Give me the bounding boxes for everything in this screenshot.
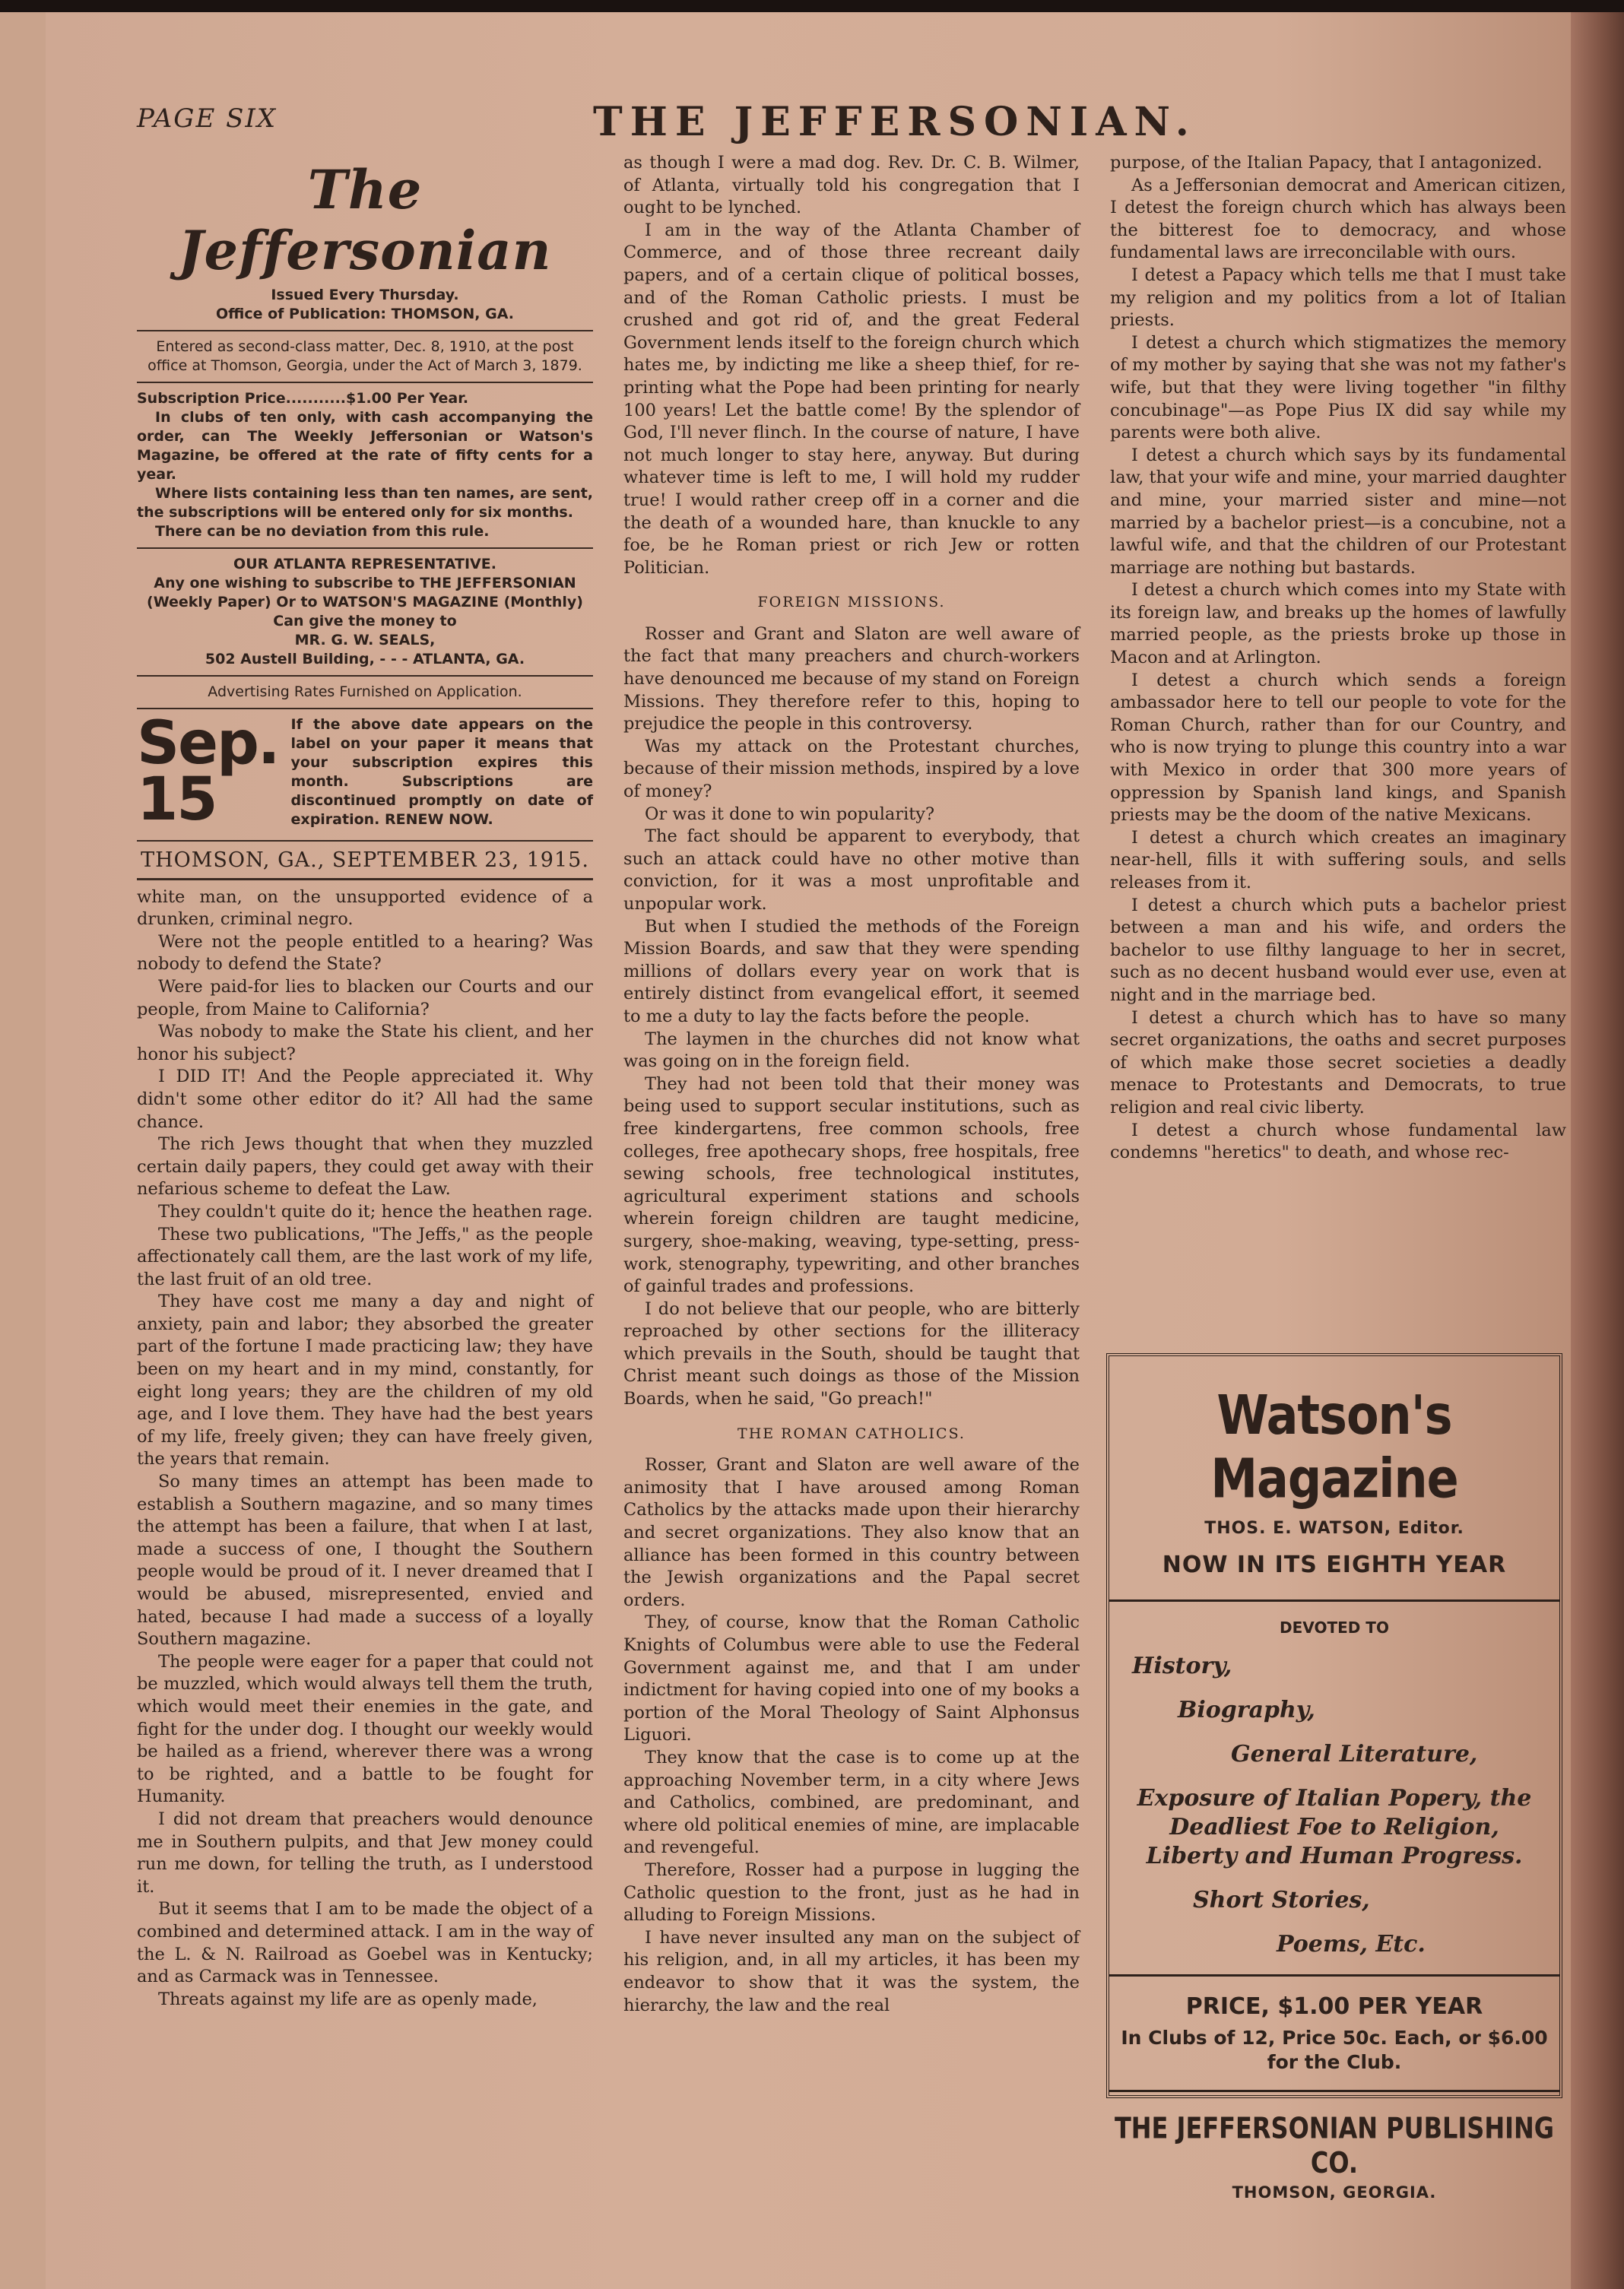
paragraph: These two publications, "The Jeffs," as the people affectionately call them, are the last work of my life, the last fruit of an old tree. xyxy=(137,1224,593,1289)
ad-topic: General Literature, xyxy=(1231,1741,1478,1767)
divider xyxy=(137,547,593,549)
divider xyxy=(137,878,593,880)
deviation-notice: There can be no deviation from this rule. xyxy=(155,523,490,540)
page-number: PAGE SIX xyxy=(137,103,278,134)
paragraph: Or was it done to win popularity? xyxy=(645,804,935,824)
paragraph: I detest a church which says by its fundamental law, that your wife and mine, your married daughter and mine, your married sister and mine—not married by a bachelor priest—is a concubine, not a lawful wife, and that the children of our Protestant marriage are nothing but bastards. xyxy=(1110,445,1566,578)
paragraph: I detest a church which comes into my State with its foreign law, and breaks up the homes of lawfully married people, as the priests broke up those in Macon and at Arlington. xyxy=(1110,580,1566,668)
entered-notice: Entered as second-class matter, Dec. 8, 1910, at the post office at Thomson, Georgia, under the Act of March 3, 1879. xyxy=(147,338,582,374)
ad-title: Watson's Magazine xyxy=(1210,1383,1458,1511)
divider xyxy=(137,840,593,842)
column-3 xyxy=(1110,152,1566,1165)
atlanta-text: Any one wishing to subscribe to THE JEFFERSONIAN (Weekly Paper) Or to WATSON'S MAGAZINE (Monthly) Can give the money to xyxy=(147,575,583,629)
ad-clubs: In Clubs of 12, Price 50c. Each, or $6.00 for the Club. xyxy=(1121,2027,1548,2073)
masthead: The Jeffersonian xyxy=(178,158,552,282)
expiration-notice xyxy=(137,709,593,834)
ad-topic: Poems, Etc. xyxy=(1277,1931,1426,1958)
issued-line: Issued Every Thursday. xyxy=(271,287,459,303)
column-1 xyxy=(137,152,593,2011)
paragraph: They, of course, know that the Roman Catholic Knights of Columbus were able to use the Federal Government against me, and that I am under indictment for having copied into one of my books a portion of the Moral Theology of Saint Alphonsus Liguori. xyxy=(623,1612,1080,1745)
paragraph: I detest a Papacy which tells me that I must take my religion and my politics from a lot of Italian priests. xyxy=(1110,265,1566,331)
paragraph: The laymen in the churches did not know what was going on in the foreign field. xyxy=(623,1029,1080,1072)
page-edge xyxy=(1571,12,1624,2289)
paragraph: Rosser and Grant and Slaton are well aware of the fact that many preachers and church-workers have denounced me because of my stand on Foreign Missions. They therefore refer to this, hoping to prejudice the people in this controversy. xyxy=(623,623,1080,734)
expiration-date: Sep. 15 xyxy=(137,709,279,834)
divider xyxy=(137,675,593,677)
paragraph: The fact should be apparent to everybody, that such an attack could have no other motive than conviction, for it was a most unprofitable and unpopular work. xyxy=(623,826,1080,914)
subscription-price: Subscription Price...........$1.00 Per Year. xyxy=(137,390,469,407)
section-heading-foreign-missions: FOREIGN MISSIONS. xyxy=(757,594,946,611)
section-heading-roman-catholics: THE ROMAN CATHOLICS. xyxy=(737,1425,966,1442)
ad-price: PRICE, $1.00 PER YEAR xyxy=(1185,1993,1483,2020)
paragraph: I detest a church which has to have so many secret organizations, the oaths and secret purposes of which make those secret societies a deadly menace to Protestants and Democrats, to true religion and real civic liberty. xyxy=(1110,1007,1566,1118)
paragraph: As a Jeffersonian democrat and American citizen, I detest the foreign church which has always been the bitterest foe to democracy, and whose fundamental laws are irreconcilable with ours. xyxy=(1110,175,1566,263)
ad-company: THE JEFFERSONIAN PUBLISHING CO. xyxy=(1114,2110,1555,2180)
paragraph: Were not the people entitled to a hearing? Was nobody to defend the State? xyxy=(137,931,593,975)
watsons-magazine-ad xyxy=(1106,1353,1562,2202)
ad-devoted: DEVOTED TO xyxy=(1280,1618,1389,1637)
paragraph: purpose, of the Italian Papacy, that I antagonized. xyxy=(1110,153,1543,173)
atlanta-heading: OUR ATLANTA REPRESENTATIVE. xyxy=(233,556,496,572)
paragraph: I do not believe that our people, who are bitterly reproached by other sections for the illiteracy which prevails in the South, should be taught that Christ meant such doings as those of the Mission Boards, when he said, "Go preach!" xyxy=(623,1298,1080,1409)
paragraph: They had not been told that their money was being used to support secular institutions, such as free kindergartens, free common schools, free colleges, free apothecary shops, free hospitals, free sewing schools, free technological institutes, agricultural experiment stations and schools wherein foreign children are taught medicine, surgery, shoe-making, weaving, type-setting, press-work, stenography, typewriting, and other branches of gainful trades and professions. xyxy=(623,1073,1080,1297)
expiration-text: If the above date appears on the label on your paper it means that your subscription expires this month. Subscriptions are discontinued promptly on date of expiration. RENEW NOW. xyxy=(290,716,593,828)
paragraph: Was nobody to make the State his client, and her honor his subject? xyxy=(137,1022,593,1064)
agent-address: 502 Austell Building, - - - ATLANTA, GA. xyxy=(205,651,525,667)
ad-editor: THOS. E. WATSON, Editor. xyxy=(1204,1519,1464,1538)
paragraph: The rich Jews thought that when they muzzled certain daily papers, they could get away with their nefarious scheme to defeat the Law. xyxy=(137,1134,593,1200)
ad-year: NOW IN ITS EIGHTH YEAR xyxy=(1162,1552,1507,1578)
paragraph: But when I studied the methods of the Foreign Mission Boards, and saw that they were spending millions of dollars every year on work that is entirely distinct from evangelical effort, it seemed to me a duty to lay the facts before the people. xyxy=(623,916,1080,1026)
paragraph: I am in the way of the Atlanta Chamber of Commerce, and of those three recreant daily papers, and of a certain clique of political bosses, and of the Roman Catholic priests. I must be crushed and got rid of, and the great Federal Government lends itself to the foreign church which hates me, by indicting me like a sheep thief, for re-printing what the Pope had been printing for nearly 100 years! Let the battle come! By the splendor of God, I'll never flinch. In the course of nature, I have not much longer to stay here, anyway. But during whatever time is left to me, I will hold my rudder true! I would rather creep off in a corner and die the death of a wounded hare, than knuckle to any foe, be he Roman priest or rich Jew or rotten Politician. xyxy=(623,220,1080,578)
paper-name: THE JEFFERSONIAN. xyxy=(593,99,1197,145)
paragraph: Was my attack on the Protestant churches, because of their mission methods, inspired by a love of money? xyxy=(623,736,1080,802)
paragraph: I have never insulted any man on the subject of his religion, and, in all my articles, it has been my endeavor to show that it was the system, the hierarchy, the law and the real xyxy=(623,1927,1080,2015)
ad-topics xyxy=(1109,1652,1559,1959)
paragraph: Rosser, Grant and Slaton are well aware of the animosity that I have aroused among Roman Catholics by the attacks made upon their hierarchy and secret organizations. They also know that an alliance has been formed in this country between the Jewish organizations and the Papal secret orders. xyxy=(623,1455,1080,1610)
lists-notice: Where lists containing less than ten names, are sent, the subscriptions will be entered only for six months. xyxy=(137,485,593,521)
paragraph: So many times an attempt has been made to establish a Southern magazine, and so many times the attempt has been a failure, that when I at last, made a success of one, I thought the Southern people would be proud of it. I never dreamed that I would be abused, misrepresented, envied and hated, because I had made a success of a loyally Southern magazine. xyxy=(137,1472,593,1650)
divider xyxy=(1109,1974,1559,1977)
paragraph: I detest a church which creates an imaginary near-hell, fills it with suffering souls, and sells releases from it. xyxy=(1110,827,1566,892)
clubs-notice: In clubs of ten only, with cash accompanying the order, can The Weekly Jeffersonian or Watson's Magazine, be offered at the rate of fifty cents for a year. xyxy=(137,409,593,483)
ad-topic: Biography, xyxy=(1178,1697,1315,1723)
scan-top-border xyxy=(0,0,1624,12)
paragraph: The people were eager for a paper that could not be muzzled, which would always tell them the truth, which would meet their enemies in the gate, and fight for the under dog. I thought our weekly would be hailed as a friend, wherever there was a wrong to be righted, and a battle to be fought for Humanity. xyxy=(137,1651,593,1807)
divider xyxy=(1109,1599,1559,1602)
paragraph: I did not dream that preachers would denounce me in Southern pulpits, and that Jew money could run me down, for telling the truth, as I understood it. xyxy=(137,1809,593,1897)
column-2 xyxy=(623,152,1080,2017)
ad-topic: History, xyxy=(1132,1653,1232,1679)
ad-city: THOMSON, GEORGIA. xyxy=(1232,2183,1437,2202)
divider xyxy=(137,330,593,331)
paragraph: They couldn't quite do it; hence the heathen rage. xyxy=(158,1201,593,1222)
divider xyxy=(137,382,593,383)
agent-name: MR. G. W. SEALS, xyxy=(294,632,436,648)
paragraph: as though I were a mad dog. Rev. Dr. C. B. Wilmer, of Atlanta, virtually told his congregation that I ought to be lynched. xyxy=(623,153,1080,218)
paragraph: They have cost me many a day and night of anxiety, pain and labor; they absorbed the greater part of the fortune I made practicing law; they have been on my heart and in my mind, constantly, for eight long years; they are the children of my old age, and I love them. They have had the best years of my life, freely given; they can have freely given, the years that remain. xyxy=(137,1292,593,1469)
paragraph: I detest a church whose fundamental law condemns "heretics" to death, and whose rec- xyxy=(1110,1120,1566,1163)
advertising-rates: Advertising Rates Furnished on Application. xyxy=(208,683,522,700)
paragraph: But it seems that I am to be made the object of a combined and determined attack. I am in the way of the L. & N. Railroad as Goebel was in Kentucky; and as Carmack was in Tennessee. xyxy=(137,1899,593,1987)
paragraph: I DID IT! And the People appreciated it. Why didn't some other editor do it? All had the same chance. xyxy=(137,1067,593,1132)
paragraph: Were paid-for lies to blacken our Courts and our people, from Maine to California? xyxy=(137,976,593,1019)
paragraph: They know that the case is to come up at the approaching November term, in a city where Jews and Catholics, combined, are predominant, and where old political enemies of mine, are implacable and revengeful. xyxy=(623,1747,1080,1858)
dateline: THOMSON, GA., SEPTEMBER 23, 1915. xyxy=(141,848,589,872)
ad-topic: Short Stories, xyxy=(1193,1887,1370,1913)
paragraph: I detest a church which stigmatizes the memory of my mother by saying that she was not my father's wife, but that they were living together "in filthy concubinage"—as Pope Pius IX did say while my parents were both alive. xyxy=(1110,332,1566,443)
page-header xyxy=(137,99,1581,149)
paragraph: Threats against my life are as openly made, xyxy=(158,1989,538,2009)
office-line: Office of Publication: THOMSON, GA. xyxy=(216,306,514,322)
ad-topic: Exposure of Italian Popery, the Deadliest Foe to Religion, Liberty and Human Progress. xyxy=(1137,1785,1532,1869)
paragraph: I detest a church which puts a bachelor priest between a man and his wife, and orders the bachelor to use filthy language to her in secret, such as no decent husband would ever use, even at night and in the marriage bed. xyxy=(1110,895,1566,1005)
paragraph: Therefore, Rosser had a purpose in lugging the Catholic question to the front, just as he had in alluding to Foreign Missions. xyxy=(623,1859,1080,1926)
paragraph: white man, on the unsupported evidence of a drunken, criminal negro. xyxy=(137,886,593,930)
divider xyxy=(1109,2090,1559,2092)
paragraph: I detest a church which sends a foreign ambassador here to tell our people to vote for the Roman Church, rather than for our Country, and who is now trying to plunge this country into a war with Mexico in order that 300 more years of oppression by Spanish land kings, and Spanish priests may be the doom of the native Mexicans. xyxy=(1110,670,1566,826)
